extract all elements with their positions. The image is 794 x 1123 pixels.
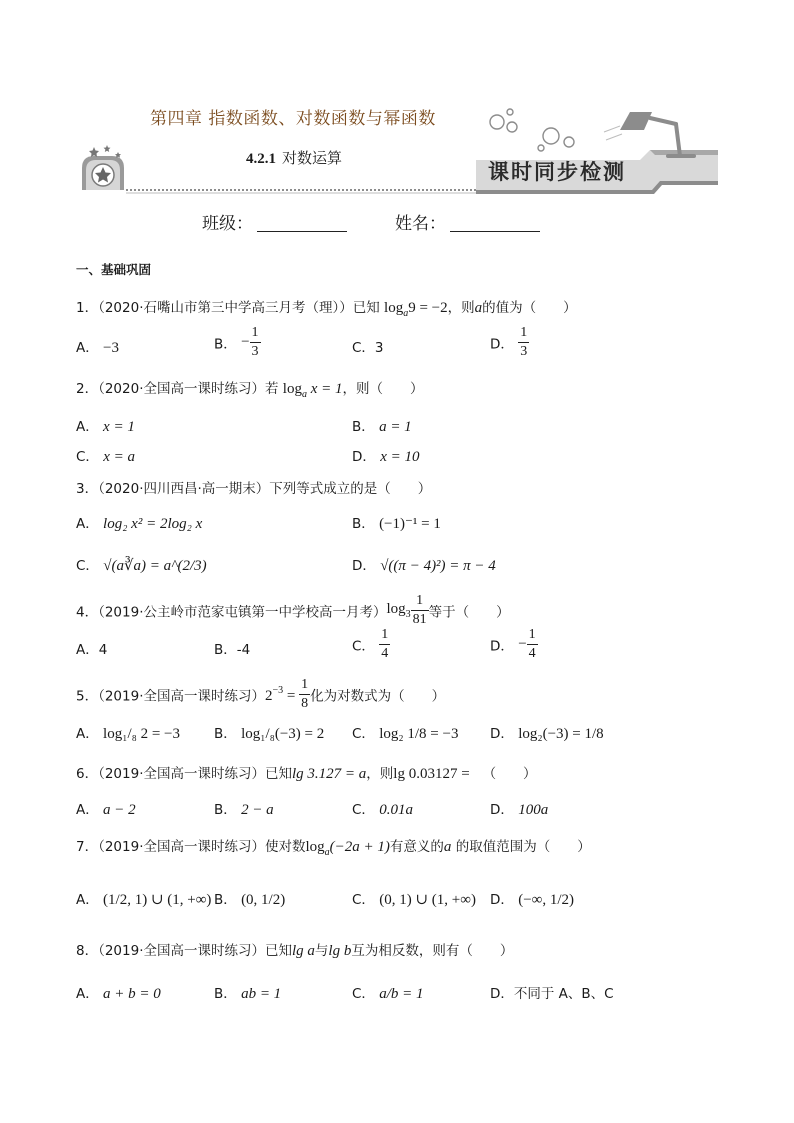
option-5a[interactable]: A． log₁/₈ 2 = −3 — [76, 726, 181, 742]
section-title: 一、基础巩固 — [76, 262, 152, 277]
bubble-icon — [490, 109, 574, 151]
option-8a[interactable]: A． a + b = 0 — [76, 986, 161, 1002]
question-3: 3．（2020·四川西昌·高一期末）下列等式成立的是（ ） — [76, 481, 432, 497]
question-number: 1． — [76, 300, 99, 316]
question-5: 5．（2019·全国高一课时练习）$2^{-3}$ = $\frac{1}{8}$ 化为对数式为（ ） — [76, 677, 446, 711]
option-1b[interactable]: B． − $\frac{1}{3}$ — [214, 325, 259, 359]
math-expr: lg a — [292, 943, 315, 959]
math-expr: $\log_a(-2a + 1)$ — [305, 839, 390, 858]
class-label: 班级： — [202, 214, 253, 234]
question-6: 6．（2019·全国高一课时练习）已知lg 3.127 = a，则lg 0.03127 = （ ） — [76, 766, 537, 782]
option-8d[interactable]: D．不同于 A、B、C — [490, 986, 614, 1002]
option-3a[interactable]: A． log₂ x² = 2log₂ x — [76, 516, 203, 532]
option-3c[interactable]: C． √(a∛a) = a^(2/3) — [76, 558, 207, 574]
option-1c[interactable]: C．3 — [352, 340, 384, 356]
question-8: 8．（2019·全国高一课时练习）已知lg a与lg b互为相反数，则有（ ） — [76, 943, 514, 959]
option-7c[interactable]: C． (0, 1) ∪ (1, +∞) — [352, 892, 476, 908]
math-expr: $2^{-3}$ = — [265, 684, 300, 704]
option-2d[interactable]: D． x = 10 — [352, 449, 420, 465]
option-1d[interactable]: D． $\frac{1}{3}$ — [490, 325, 528, 359]
math-expr: lg b — [328, 943, 352, 959]
lesson-title — [246, 147, 342, 168]
question-7: 7．（2019·全国高一课时练习）使对数$\log_a(-2a + 1)$有意义的a 的取值范围为（ ） — [76, 839, 591, 858]
option-4d[interactable]: D． − $\frac{1}{4}$ — [490, 627, 536, 661]
option-2a[interactable]: A． x = 1 — [76, 419, 135, 435]
option-6a[interactable]: A． a − 2 — [76, 802, 136, 818]
name-field[interactable] — [395, 209, 540, 234]
option-6c[interactable]: C． 0.01a — [352, 802, 413, 818]
lamp-icon — [620, 112, 694, 156]
option-2c[interactable]: C． x = a — [76, 449, 136, 465]
question-text: （2020·石嘴山市第三中学高三月考（理））已知 — [98, 300, 380, 316]
star-badge-icon — [82, 145, 124, 190]
chapter-title: 第四章 指数函数、对数函数与幂函数 — [150, 109, 436, 129]
lesson-number: 4.2.1 — [246, 151, 276, 167]
option-7a[interactable]: A． (1/2, 1) ∪ (1, +∞) — [76, 892, 212, 908]
option-2b[interactable]: B． a = 1 — [352, 419, 412, 435]
option-1a[interactable]: A． −3 — [76, 340, 120, 356]
name-label: 姓名： — [395, 214, 446, 234]
math-expr: $\log_3$ — [386, 601, 411, 620]
option-3b[interactable]: B． (−1)⁻¹ = 1 — [352, 516, 441, 532]
math-expr: lg 0.03127 = — [393, 766, 470, 782]
option-4c[interactable]: C． $\frac{1}{4}$ — [352, 627, 389, 661]
option-7d[interactable]: D． (−∞, 1/2) — [490, 892, 575, 908]
option-5b[interactable]: B． log₁/₈(−3) = 2 — [214, 726, 325, 742]
option-6b[interactable]: B． 2 − a — [214, 802, 274, 818]
lesson-name: 对数运算 — [282, 149, 343, 167]
name-blank[interactable] — [450, 230, 540, 232]
option-6d[interactable]: D． 100a — [490, 802, 549, 818]
math-expr: lg 3.127 = a — [292, 766, 367, 782]
option-4b[interactable]: B．-4 — [214, 642, 251, 658]
option-5c[interactable]: C． log₂ 1/8 = −3 — [352, 726, 459, 742]
class-field[interactable] — [202, 209, 347, 234]
question-2: 2．（2020·全国高一课时练习）若 $\log_a x = 1$，则（ ） — [76, 381, 424, 400]
option-4a[interactable]: A．4 — [76, 642, 108, 658]
question-1: 1．（2020·石嘴山市第三中学高三月考（理））已知 $\log_a9 = -2$，则a的值为（ ） — [76, 300, 577, 319]
math-expr: $\log_a9 = -2$ — [384, 300, 448, 319]
option-8b[interactable]: B． ab = 1 — [214, 986, 282, 1002]
math-expr: $\log_a x = 1$ — [282, 381, 343, 400]
class-blank[interactable] — [257, 230, 347, 232]
header-decoration — [0, 0, 794, 200]
option-7b[interactable]: B． (0, 1/2) — [214, 892, 286, 908]
question-4: 4．（2019·公主岭市范家屯镇第一中学校高一月考）$\log_3$ $\frac{1}{81}$ 等于（ ） — [76, 593, 510, 627]
banner-text: 课时同步检测 — [488, 160, 626, 184]
option-5d[interactable]: D． log₂(−3) = 1/8 — [490, 726, 604, 742]
option-3d[interactable]: D． √((π − 4)²) = π − 4 — [352, 558, 496, 574]
option-8c[interactable]: C． a/b = 1 — [352, 986, 424, 1002]
